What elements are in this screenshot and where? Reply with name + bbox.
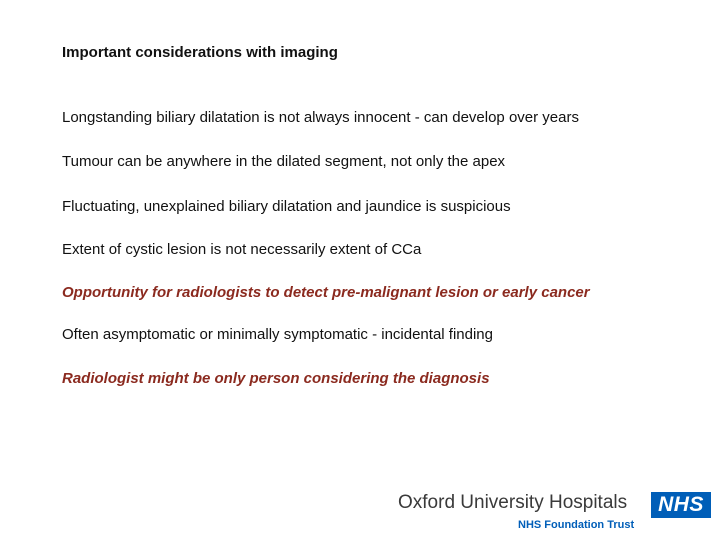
nhs-logo-text: NHS <box>658 493 704 516</box>
slide-title: Important considerations with imaging <box>62 44 338 61</box>
bullet-item: Often asymptomatic or minimally symptomatic - incidental finding <box>62 326 493 343</box>
bullet-item-emphasis: Radiologist might be only person considering the diagnosis <box>62 370 490 387</box>
org-subtitle: NHS Foundation Trust <box>518 519 635 531</box>
bullet-item: Longstanding biliary dilatation is not always innocent - can develop over years <box>62 109 579 126</box>
nhs-logo <box>651 492 711 518</box>
bullet-item-emphasis: Opportunity for radiologists to detect pre-malignant lesion or early cancer <box>62 284 590 301</box>
bullet-item: Fluctuating, unexplained biliary dilatation and jaundice is suspicious <box>62 198 511 215</box>
bullet-item: Extent of cystic lesion is not necessarily extent of CCa <box>62 241 422 258</box>
bullet-item: Tumour can be anywhere in the dilated segment, not only the apex <box>62 153 506 170</box>
org-name: Oxford University Hospitals <box>398 492 628 513</box>
